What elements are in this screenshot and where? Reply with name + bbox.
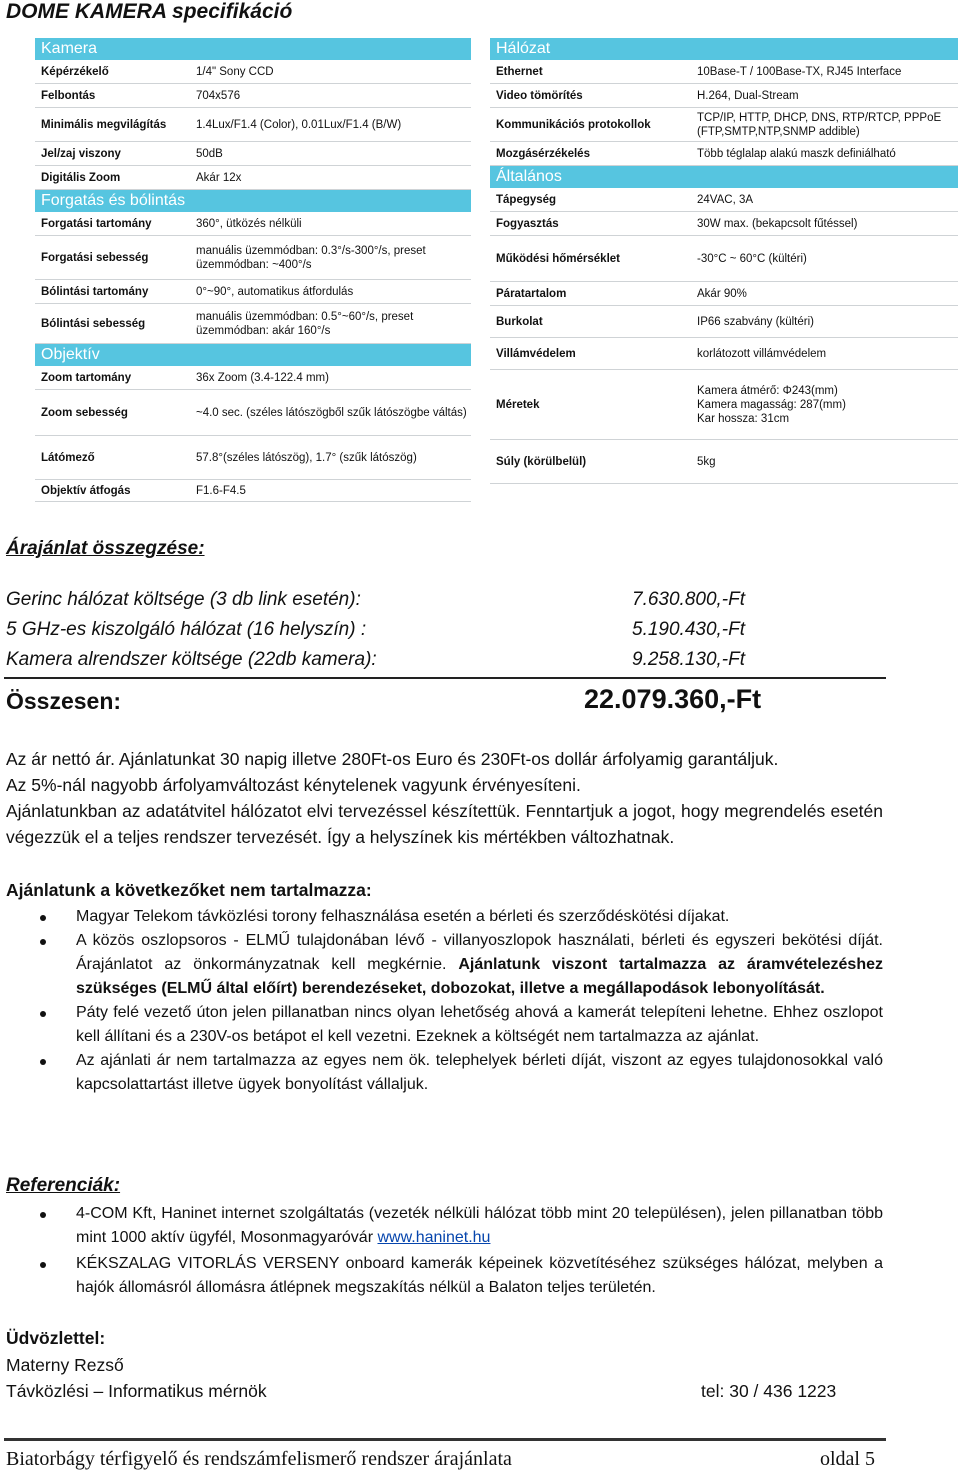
spec-value: F1.6-F4.5 — [196, 484, 246, 497]
references-heading: Referenciák: — [6, 1175, 121, 1196]
spec-key: Tápegység — [496, 193, 557, 206]
cost-label: Gerinc hálózat költsége (3 db link esetén): — [6, 589, 361, 610]
list-item-text: Páty felé vezető úton jelen pillanatban nincs olyan lehetőség ahová a kamerát telepíteni lehetne. Ehhez oszlopot kell állítani és a 230V-os betápot el kell vezetni. Ezeknek a költségét nem tartalmazza az ajánlat. — [76, 1004, 883, 1045]
list-item-bold-text: Ajánlatunk viszont tartalmazza az áramvételezéshez szükséges (ELMŰ által előírt) berendezéseket, dobozokat, illetve a megállapodások lebonyolítását. — [76, 956, 884, 997]
summary-heading: Árajánlat összegzése: — [6, 538, 205, 559]
spec-value: 1/4" Sony CCD — [196, 65, 274, 78]
bullet-icon — [40, 1011, 46, 1017]
spec-row — [490, 440, 958, 484]
spec-key: Kommunikációs protokollok — [496, 118, 651, 131]
spec-row — [35, 304, 471, 344]
spec-row — [490, 142, 958, 166]
spec-key: Fogyasztás — [496, 217, 559, 230]
spec-value: IP66 szabvány (kültéri) — [697, 315, 814, 328]
spec-row — [35, 390, 471, 436]
spec-value: 50dB — [196, 147, 223, 160]
paragraph-price-note: Az ár nettó ár. Ajánlatunkat 30 napig illetve 280Ft-os Euro és 230Ft-os dollár árfolyamig garantáljuk. — [6, 749, 779, 769]
spec-section-header: Általános — [490, 166, 958, 188]
spec-key: Zoom sebesség — [41, 406, 128, 419]
footer-title: Biatorbágy térfigyelő és rendszámfelismerő rendszer árajánlata — [6, 1448, 512, 1470]
cost-label: 5 GHz-es kiszolgáló hálózat (16 helyszín) : — [6, 619, 367, 640]
haninet-link[interactable]: www.haninet.hu — [377, 1229, 491, 1246]
list-item — [40, 905, 883, 929]
spec-row — [35, 212, 471, 236]
spec-key: Méretek — [496, 398, 540, 411]
spec-value: ~4.0 sec. (széles látószögből szűk látószögbe váltás) — [196, 406, 467, 419]
spec-section-header: Forgatás és bólintás — [35, 190, 471, 212]
spec-value: manuális üzemmódban: 0.5°~60°/s, preset üzemmódban: akár 160°/s — [196, 310, 414, 337]
spec-row — [490, 370, 958, 440]
spec-row — [35, 280, 471, 304]
spec-row — [35, 142, 471, 166]
list-item — [40, 1049, 883, 1097]
references-list — [40, 1202, 883, 1300]
spec-value: korlátozott villámvédelem — [697, 347, 827, 360]
spec-key: Villámvédelem — [496, 347, 576, 360]
phone: tel: 30 / 436 1223 — [701, 1381, 837, 1401]
spec-value: TCP/IP, HTTP, DHCP, DNS, RTP/RTCP, PPPoE (FTP,SMTP,NTP,SNMP addible) — [697, 111, 942, 138]
list-item-text: Az ajánlati ár nem tartalmazza az egyes nem ök. telephelyek bérleti díját, viszont az egyes tulajdonosokkal való kapcsolattartást illetve ügyek bonyolítást vállaljuk. — [76, 1052, 883, 1093]
spec-key: Forgatási sebesség — [41, 251, 149, 264]
spec-key: Látómező — [41, 451, 95, 464]
spec-row — [490, 236, 958, 282]
spec-value: 30W max. (bekapcsolt fűtéssel) — [697, 217, 858, 230]
list-item-text: A közös oszlopsoros - ELMŰ tulajdonában lévő - villanyoszlopok használati, bérleti és egyszeri bekötési díját. Árajánlatot az önkormányzatnak kell megkérnie. — [76, 932, 883, 973]
spec-value: 24VAC, 3A — [697, 193, 754, 206]
greeting: Üdvözlettel: — [6, 1328, 106, 1348]
spec-key: Minimális megvilágítás — [41, 118, 167, 131]
spec-key: Képérzékelő — [41, 65, 109, 78]
bullet-icon — [40, 1212, 46, 1218]
list-item — [40, 1001, 883, 1049]
spec-key: Bólintási tartomány — [41, 285, 149, 298]
paragraph-design: Ajánlatunkban az adatátvitel hálózatot elvi tervezéssel készítettük. Fenntartjuk a jogot, hogy megrendelés esetén végezzük el a teljes rendszer tervezését. Így a helyszínek kis mértékben változhatnak. — [6, 801, 883, 847]
total-divider — [4, 677, 886, 679]
spec-key: Páratartalom — [496, 287, 567, 300]
not-included-list — [40, 905, 883, 1097]
spec-value: 704x576 — [196, 89, 241, 102]
list-item-text: 4-COM Kft, Haninet internet szolgáltatás (vezeték nélküli hálózat több mint 20 településen), jelen pillanatban több mint 1000 aktív ügyfél, Mosonmagyaróvár — [76, 1205, 883, 1246]
spec-row — [35, 84, 471, 108]
spec-key: Objektív átfogás — [41, 484, 131, 497]
spec-key: Mozgásérzékelés — [496, 147, 590, 160]
spec-row — [35, 108, 471, 142]
spec-row — [490, 338, 958, 370]
spec-row — [490, 60, 958, 84]
spec-row — [490, 306, 958, 338]
spec-key: Ethernet — [496, 65, 543, 78]
spec-row — [490, 282, 958, 306]
spec-value: 1.4Lux/F1.4 (Color), 0.01Lux/F1.4 (B/W) — [196, 118, 402, 131]
spec-row — [490, 84, 958, 108]
spec-row — [35, 480, 471, 502]
total-label: Összesen: — [6, 688, 122, 714]
spec-key: Súly (körülbelül) — [496, 455, 587, 468]
list-item-text: Magyar Telekom távközlési torony felhasználása esetén a bérleti és szerződéskötési díjakat. — [76, 908, 730, 925]
cost-value: 7.630.800,-Ft — [632, 589, 746, 610]
spec-row — [35, 236, 471, 280]
spec-value: 5kg — [697, 455, 716, 468]
spec-key: Digitális Zoom — [41, 171, 121, 184]
spec-key: Működési hőmérséklet — [496, 252, 620, 265]
spec-row — [35, 436, 471, 480]
bullet-icon — [40, 1059, 46, 1065]
spec-key: Burkolat — [496, 315, 543, 328]
spec-row — [35, 166, 471, 190]
signer-name: Materny Rezső — [6, 1355, 124, 1375]
cost-value: 5.190.430,-Ft — [632, 619, 746, 640]
spec-key: Felbontás — [41, 89, 96, 102]
cost-label: Kamera alrendszer költsége (22db kamera): — [6, 649, 377, 670]
spec-value: -30°C ~ 60°C (kültéri) — [697, 252, 807, 265]
total-value: 22.079.360,-Ft — [584, 684, 762, 714]
spec-value: Akár 12x — [196, 171, 242, 184]
bullet-icon — [40, 1262, 46, 1268]
spec-section-header: Kamera — [35, 38, 471, 60]
spec-key: Bólintási sebesség — [41, 317, 146, 330]
list-item-text: KÉKSZALAG VITORLÁS VERSENY onboard kamerák képeinek közvetítéséhez szükséges hálózat, melyben a hajók állomásról állomásra átlépnek megszakítás nélkül a Balaton teljes területén. — [76, 1255, 883, 1296]
list-item — [40, 1202, 883, 1250]
paragraph-exchange: Az 5%-nál nagyobb árfolyamváltozást kénytelenek vagyunk érvényesíteni. — [6, 775, 581, 795]
spec-value: Kamera átmérő: Φ243(mm) Kamera magasság: 287(mm) Kar hossza: 31cm — [697, 384, 846, 425]
spec-value: 10Base-T / 100Base-TX, RJ45 Interface — [697, 65, 902, 78]
cost-value: 9.258.130,-Ft — [632, 649, 746, 670]
bullet-icon — [40, 915, 46, 921]
list-item — [40, 1252, 883, 1300]
spec-value: 36x Zoom (3.4-122.4 mm) — [196, 371, 329, 384]
list-item — [40, 929, 883, 1001]
spec-key: Zoom tartomány — [41, 371, 132, 384]
spec-row — [490, 212, 958, 236]
spec-row — [35, 60, 471, 84]
page-number: oldal 5 — [820, 1448, 875, 1470]
spec-key: Forgatási tartomány — [41, 217, 152, 230]
spec-value: Több téglalap alakú maszk definiálható — [697, 147, 896, 160]
spec-table-right — [490, 38, 958, 484]
spec-section-header: Objektív — [35, 344, 471, 366]
signer-role: Távközlési – Informatikus mérnök — [6, 1381, 267, 1401]
spec-value: 360°, ütközés nélküli — [196, 217, 302, 230]
footer-divider — [4, 1438, 886, 1441]
spec-key: Jel/zaj viszony — [41, 147, 121, 160]
spec-row — [490, 108, 958, 142]
spec-value: 0°~90°, automatikus átfordulás — [196, 285, 354, 298]
not-included-heading: Ajánlatunk a következőket nem tartalmazza: — [6, 880, 372, 900]
spec-value: manuális üzemmódban: 0.3°/s-300°/s, preset üzemmódban: ~400°/s — [196, 244, 426, 271]
spec-key: Video tömörítés — [496, 89, 583, 102]
spec-value: H.264, Dual-Stream — [697, 89, 799, 102]
spec-row — [490, 188, 958, 212]
spec-value: Akár 90% — [697, 287, 747, 300]
spec-section-header: Hálózat — [490, 38, 958, 60]
spec-value: 57.8°(széles látószög), 1.7° (szűk látószög) — [196, 451, 417, 464]
bullet-icon — [40, 939, 46, 945]
page-title: DOME KAMERA specifikáció — [6, 0, 293, 23]
spec-row — [35, 366, 471, 390]
spec-table-left — [35, 38, 471, 502]
